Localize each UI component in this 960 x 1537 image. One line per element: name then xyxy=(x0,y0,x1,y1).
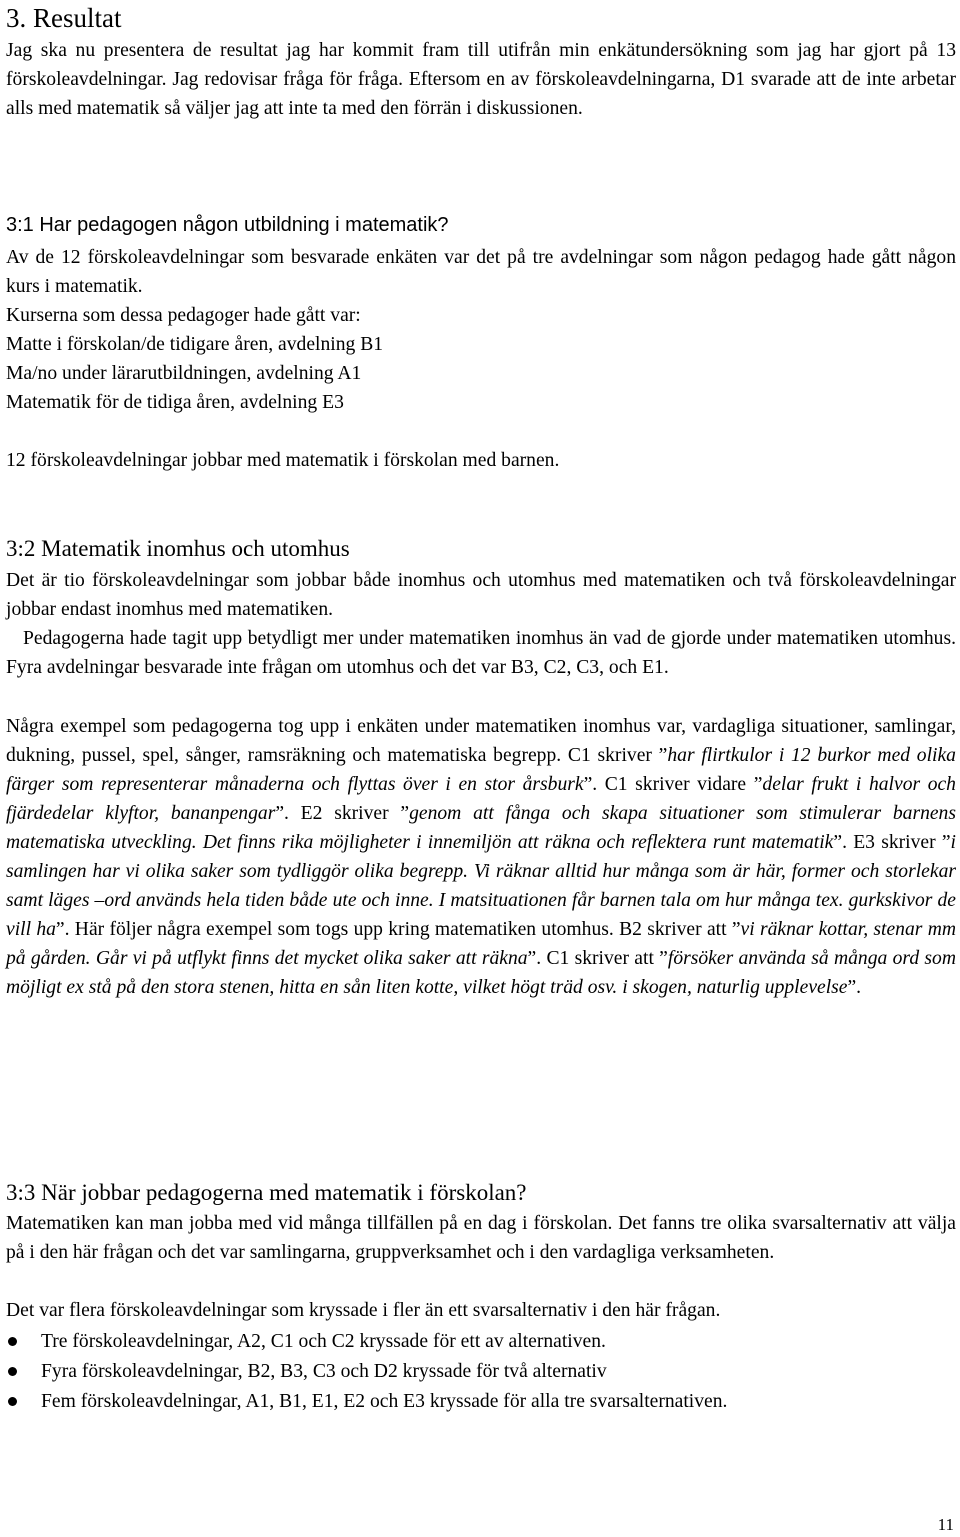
text-run: ”. C1 skriver att ” xyxy=(527,948,668,969)
text-run: ”. xyxy=(847,977,862,998)
bullet-icon xyxy=(8,1337,17,1346)
quote-c1-continued: delar frukt i halvor och fjärdedelar klyftor, bananpengar xyxy=(6,774,956,824)
quote-c1-outdoor: försöker använda så många ord som möjligt ex stå på den stora stenen, hitta en sån liten kotte, vilket högt träd osv. i skogen, naturlig upplevelse xyxy=(6,948,956,998)
text-run: ”. Här följer några exempel som togs upp kring matematiken utomhus. B2 skriver att ” xyxy=(55,919,741,940)
text-run: ”. E2 skriver ” xyxy=(275,803,410,824)
bullet-icon xyxy=(8,1367,17,1376)
bullet-icon xyxy=(8,1397,17,1406)
course-item: Matematik för de tidiga åren, avdelning E3 xyxy=(6,392,344,413)
section-2-paragraph-1: Det är tio förskoleavdelningar som jobbar både inomhus och utomhus med matematiken och två förskoleavdelningar jobbar endast inomhus med matematiken. xyxy=(6,570,956,620)
course-item: Ma/no under lärarutbildningen, avdelning A1 xyxy=(6,363,362,384)
section-1-title: 3:1 Har pedagogen någon utbildning i matematik? xyxy=(6,214,449,236)
section-2-paragraph-3 xyxy=(6,712,956,1002)
section-1-paragraph: Av de 12 förskoleavdelningar som besvarade enkäten var det på tre avdelningar som någon pedagog hade gått någon kurs i matematik. xyxy=(6,247,956,297)
list-item-text: Fyra förskoleavdelningar, B2, B3, C3 och D2 kryssade för två alternativ xyxy=(41,1361,607,1382)
list-item xyxy=(6,1357,956,1387)
intro-paragraph: Jag ska nu presentera de resultat jag har kommit fram till utifrån min enkätundersökning som jag har gjort på 13 förskoleavdelningar. Jag redovisar fråga för fråga. Eftersom en av förskoleavdelningarna, D1 svarade att de inte arbetar alls med matematik så väljer jag att inte ta med den förrän i diskussionen. xyxy=(6,40,956,119)
list-item-text: Tre förskoleavdelningar, A2, C1 och C2 kryssade för ett av alternativen. xyxy=(41,1331,606,1352)
course-item: Matte i förskolan/de tidigare åren, avdelning B1 xyxy=(6,334,384,355)
quote-b2: vi räknar kottar, stenar mm på gården. Går vi på utflykt finns det mycket olika saker att räkna xyxy=(6,919,956,969)
section-3-title: 3:3 När jobbar pedagogerna med matematik i förskolan? xyxy=(6,1180,527,1205)
bullet-list xyxy=(6,1327,956,1417)
section-3-paragraph-1: Matematiken kan man jobba med vid många tillfällen på en dag i förskolan. Det fanns tre olika svarsalternativ att välja på i den här frågan och det var samlingarna, gruppverksamhet och i den vardagliga verksamheten. xyxy=(6,1213,956,1263)
section-1-summary: 12 förskoleavdelningar jobbar med matematik i förskolan med barnen. xyxy=(6,450,560,471)
list-item-text: Fem förskoleavdelningar, A1, B1, E1, E2 och E3 kryssade för alla tre svarsalternativen. xyxy=(41,1391,728,1412)
section-3-paragraph-2: Det var flera förskoleavdelningar som kryssade i fler än ett svarsalternativ i den här frågan. xyxy=(6,1300,721,1321)
text-run: ”. E3 skriver ” xyxy=(833,832,951,853)
section-2-paragraph-2: Pedagogerna hade tagit upp betydligt mer under matematiken inomhus än vad de gjorde under matematiken utomhus. Fyra avdelningar besvarade inte frågan om utomhus och det var B3, C2, C3, och E1. xyxy=(6,628,956,678)
quote-e3: i samlingen har vi olika saker som tydliggör olika begrepp. Vi räknar alltid hur många som är här, former och storlekar samt läges –ord används hela tiden både ute och inne. I matsituationen får barnen tala om hur många tex. gurkskivor de vill ha xyxy=(6,832,956,940)
page-number: 11 xyxy=(937,1515,954,1534)
list-item xyxy=(6,1327,956,1357)
text-run: Några exempel som pedagogerna tog upp i enkäten under matematiken inomhus var, vardagliga situationer, samlingar, dukning, pussel, spel, sånger, ramsräkning och matematiska begrepp. C1 skriver ” xyxy=(6,716,956,766)
course-list-intro: Kurserna som dessa pedagoger hade gått var: xyxy=(6,305,361,326)
list-item xyxy=(6,1387,956,1417)
page-heading: 3. Resultat xyxy=(6,3,122,33)
section-2-title: 3:2 Matematik inomhus och utomhus xyxy=(6,536,350,561)
quote-c1: har flirtkulor i 12 burkor med olika färger som representerar månaderna och flyttas över i en stor årsburk xyxy=(6,745,956,795)
text-run: ”. C1 skriver vidare ” xyxy=(583,774,763,795)
quote-e2: genom att fånga och skapa situationer som stimulerar barnens matematiska utveckling. Det finns rika möjligheter i innemiljön att räkna och reflektera runt matematik xyxy=(6,803,956,853)
course-list xyxy=(6,301,956,417)
